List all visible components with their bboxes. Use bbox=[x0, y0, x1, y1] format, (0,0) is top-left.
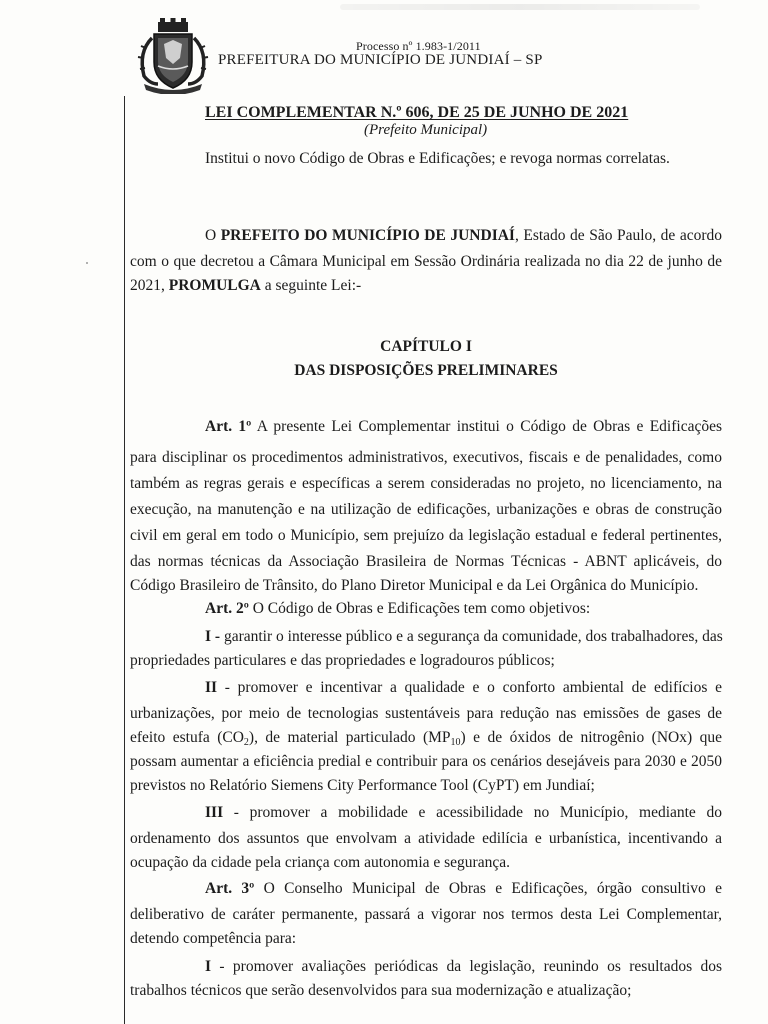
item-line: ordenamento dos assuntos que envolvam a atividade edilícia e urbanística, incentivando a bbox=[130, 830, 722, 847]
process-number: Processo nº 1.983-1/2011 bbox=[356, 39, 481, 53]
item-line: III - promover a mobilidade e acessibilidade no Município, mediante do bbox=[205, 804, 722, 821]
chapter-title: DAS DISPOSIÇÕES PRELIMINARES bbox=[294, 362, 558, 379]
item-line: trabalhos técnicos que serão desenvolvidos para sua modernização e atualização; bbox=[130, 982, 632, 999]
law-title: LEI COMPLEMENTAR N.º 606, DE 25 DE JUNHO DE 2021 bbox=[205, 104, 629, 121]
item-line: ocupação da cidade pela criança com autonomia e segurança. bbox=[130, 854, 510, 871]
item-line: efeito estufa $(CO_2)$, de material particulado $(MP_{10})$ e de óxidos de nitrogênio (NOx) que bbox=[130, 729, 722, 748]
scan-artifact bbox=[340, 4, 700, 10]
item-line: propriedades particulares e das propriedades e logradouros públicos; bbox=[130, 652, 555, 669]
article-line: civil em geral em todo o Município, sem prejuízo da legislação estadual e federal pertinentes, bbox=[130, 527, 722, 544]
article-line: Art. 1º A presente Lei Complementar institui o Código de Obras e Edificações bbox=[205, 418, 722, 435]
item-line: urbanizações, por meio de tecnologias sustentáveis para redução nas emissões de gases de bbox=[130, 705, 722, 722]
article-line: para disciplinar os procedimentos administrativos, executivos, fiscais e de penalidades, como bbox=[130, 449, 722, 466]
article-line: detendo competência para: bbox=[130, 930, 297, 947]
item-line: I - promover avaliações periódicas da legislação, reunindo os resultados dos bbox=[205, 958, 722, 975]
margin-line bbox=[124, 96, 125, 1024]
preamble-line: com o que decretou a Câmara Municipal em Sessão Ordinária realizada no dia 22 de junho de bbox=[130, 253, 722, 270]
law-summary: Institui o novo Código de Obras e Edificações; e revoga normas correlatas. bbox=[205, 150, 670, 167]
article-line: Art. 2º O Código de Obras e Edificações tem como objetivos: bbox=[205, 600, 591, 617]
coat-of-arms-icon bbox=[134, 18, 212, 94]
municipality-header: PREFEITURA DO MUNICÍPIO DE JUNDIAÍ – SP bbox=[218, 52, 543, 68]
article-line: deliberativo de caráter permanente, passará a vigorar nos termos desta Lei Complementar, bbox=[130, 906, 722, 923]
article-line: Código Brasileiro de Trânsito, do Plano Diretor Municipal e da Lei Orgânica do Município. bbox=[130, 577, 699, 594]
item-line: previstos no Relatório Siemens City Performance Tool (CyPT) em Jundiaí; bbox=[130, 777, 595, 794]
article-line: também as regras gerais e específicas a serem consideradas no projeto, no licenciamento, na bbox=[130, 475, 722, 492]
article-line: Art. 3º O Conselho Municipal de Obras e Edificações, órgão consultivo e bbox=[205, 880, 722, 897]
article-line: das normas técnicas da Associação Brasileira de Normas Técnicas - ABNT aplicáveis, do bbox=[130, 553, 722, 570]
article-line: execução, na manutenção e na utilização de edificações, urbanizações e obras de construção bbox=[130, 501, 722, 518]
item-line: II - promover e incentivar a qualidade e o conforto ambiental de edifícios e bbox=[205, 679, 722, 696]
item-line: possam aumentar a eficiência predial e contribuir para os cenários desejáveis para 2030 e 2050 bbox=[130, 753, 722, 770]
item-line: I - garantir o interesse público e a segurança da comunidade, dos trabalhadores, das bbox=[205, 628, 723, 645]
chapter-number: CAPÍTULO I bbox=[380, 338, 472, 355]
law-author: (Prefeito Municipal) bbox=[364, 122, 488, 138]
preamble-line: 2021, PROMULGA a seguinte Lei:- bbox=[130, 277, 362, 294]
preamble-line: O PREFEITO DO MUNICÍPIO DE JUNDIAÍ, Estado de São Paulo, de acordo bbox=[205, 227, 722, 244]
scan-speck bbox=[86, 262, 88, 264]
